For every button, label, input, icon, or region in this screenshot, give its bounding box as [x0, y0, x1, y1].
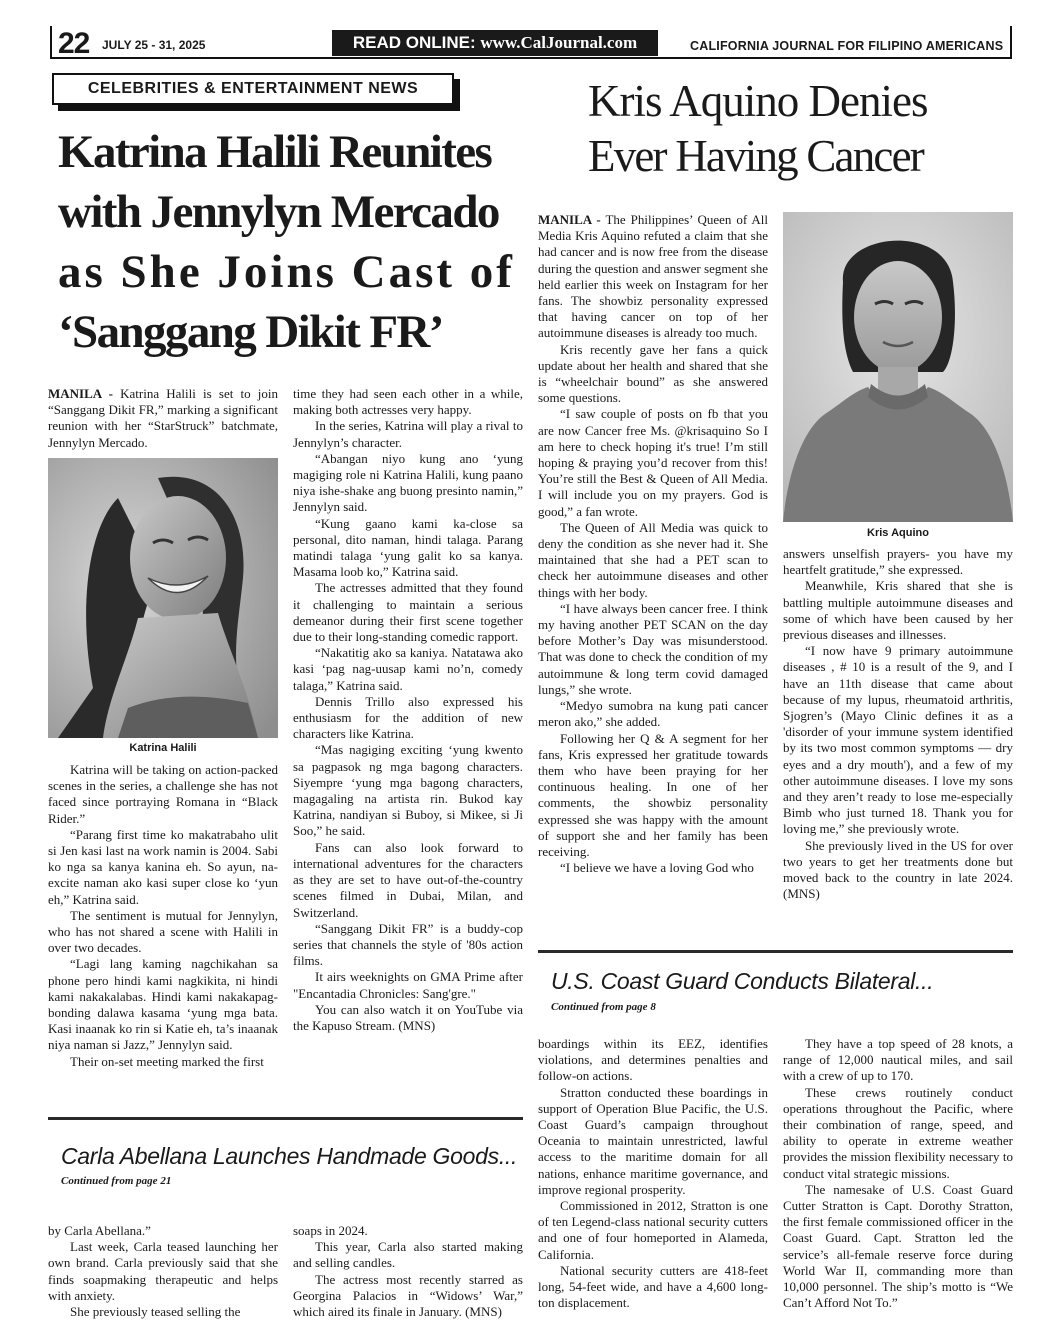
- read-online-banner[interactable]: [332, 30, 658, 56]
- carla-title: Carla Abellana Launches Handmade Goods...: [61, 1143, 518, 1169]
- coast-guard-continued: Continued from page 8: [551, 1001, 656, 1013]
- paragraph: answers unselfish prayers- you have my heartfelt gratitude,” she expressed.: [783, 546, 1013, 578]
- lead-text: The Philippines’ Queen of All Media Kris Aquino refuted a claim that she had cancer and is now free from the disease during the question and answer segment she held earlier this week on Instagram for her fans. The showbiz personality expressed that having cancer on top of her autoimmune diseases is already too much.: [538, 212, 768, 341]
- paragraph: “Kung gaano kami ka-close sa personal, dito naman, hindi talaga. Parang matindi talaga ‘yung galit ko sa kanya. Masama loob ko,” Katrina said.: [293, 515, 523, 580]
- section-divider: [538, 950, 1013, 953]
- carla-continued: Continued from page 21: [61, 1175, 172, 1187]
- paragraph: Dennis Trillo also expressed his enthusiasm for the addition of new characters like Katrina.: [293, 693, 523, 742]
- kris-headline: [588, 74, 1008, 184]
- paragraph: She previously teased selling the: [70, 1304, 241, 1320]
- paragraph: “Medyo sumobra na kung pati cancer meron ako,” she added.: [538, 698, 768, 730]
- section-divider: [48, 1117, 523, 1120]
- read-online-url[interactable]: www.CalJournal.com: [480, 33, 638, 52]
- katrina-lead: [48, 386, 278, 451]
- headline-line: Kris Aquino Denies: [588, 76, 928, 126]
- section-label: CELEBRITIES & ENTERTAINMENT NEWS: [52, 73, 454, 105]
- coast-guard-col2: [783, 1036, 1013, 1311]
- paragraph: The sentiment is mutual for Jennylyn, who has not shared a scene with Halili in over two decades.: [48, 907, 278, 956]
- paragraph: “Parang first time ko makatrabaho ulit si Jen kasi last na work namin is 2004. Sabi ko nga sa kanya kanina eh. So ayun, na-excite naman ako kasi super close ko ‘yun eh,” Katrina said.: [48, 826, 278, 907]
- paragraph: time they had seen each other in a while, making both actresses very happy.: [293, 386, 523, 418]
- paragraph: In the series, Katrina will play a rival to Jennylyn’s character.: [293, 418, 523, 450]
- paragraph: National security cutters are 418-feet long, 54-feet wide, and have a 4,600 long-ton displacement.: [538, 1262, 768, 1311]
- coast-guard-title: U.S. Coast Guard Conducts Bilateral...: [551, 968, 934, 994]
- paragraph: This year, Carla also started making and selling candles.: [293, 1239, 523, 1271]
- page-number: 22: [58, 27, 90, 60]
- kris-photo: [783, 212, 1013, 522]
- paragraph: Kris recently gave her fans a quick update about her health and shared that she is “wheelchair bound” as she answered some questions.: [538, 341, 768, 406]
- dateline: MANILA -: [48, 386, 113, 401]
- paragraph: It airs weeknights on GMA Prime after "Encantadia Chronicles: Sang'gre.": [293, 969, 523, 1001]
- carla-col2: [293, 1223, 523, 1320]
- paragraph: “Mas nagiging exciting ‘yung kwento sa pagpasok ng mga bagong characters. Siyempre ‘yung mga bagong characters, magagaling na artista rin. Bukod kay Katrina, nandiyan si Buboy, si Mikee, si Ji Soo,” he said.: [293, 742, 523, 839]
- paragraph: Commissioned in 2012, Stratton is one of ten Legend-class national security cutters and one of four homeported in Alameda, California.: [538, 1198, 768, 1262]
- paragraph: She previously lived in the US for over two years to get her treatments done but moved back to the country in late 2024. (MNS): [783, 837, 1013, 902]
- headline-line: with Jennylyn Mercado: [58, 186, 499, 238]
- paragraph: boardings within its EEZ, identifies violations, and determines penalties and follow-on actions.: [538, 1036, 768, 1084]
- katrina-col1: [48, 762, 278, 1070]
- paragraph: “Sanggang Dikit FR” is a buddy-cop series that channels the style of '80s action films.: [293, 920, 523, 969]
- paragraph: Last week, Carla teased launching her own brand. Carla previously said that she finds soapmaking therapeutic and helps with anxiety.: [48, 1239, 278, 1303]
- kris-col1: [538, 212, 768, 876]
- read-online-label: READ ONLINE:: [352, 33, 476, 52]
- paragraph: The actress most recently starred as Georgina Palacios in “Widows’ War,” which aired its finale in January. (MNS): [293, 1271, 523, 1320]
- paragraph: Meanwhile, Kris shared that she is battling multiple autoimmune diseases and some of which have been caused by her previous diseases and illnesses.: [783, 578, 1013, 643]
- paragraph: They have a top speed of 28 knots, a range of 12,000 nautical miles, and sail with a crew of up to 170.: [783, 1036, 1013, 1084]
- paragraph: “I saw couple of posts on fb that you are now Cancer free Ms. @krisaquino So I am here to check hoping it's true! I’m still hoping & praying you’d recover from this! You’re still the Best & Queen of All Media. I will include you on my prayers. God is good,” a fan wrote.: [538, 406, 768, 519]
- header-rule: [50, 57, 1012, 59]
- headline-line: Katrina Halili Reunites: [58, 126, 492, 178]
- kris-col2: [783, 546, 1013, 902]
- paragraph: The actresses admitted that they found it challenging to maintain a serious demeanor during their first scene together due to their long-standing comedic rapport.: [293, 580, 523, 645]
- paragraph: Fans can also look forward to international adventures for the characters as they are set to have out-of-the-country scenes filmed in Dubai, Milan, and Switzerland.: [293, 839, 523, 920]
- headline-line: as She Joins Cast of: [58, 246, 515, 298]
- paragraph: “I now have 9 primary autoimmune diseases , # 10 is a result of the 9, and I have an 11th disease that came about because of my lupus, rheumatoid arthritis, Sjogren’s (Mayo Clinic defines it as a 'disorder of your immune system identified by its two most common symptoms — dry eyes and a dry mouth'), and a few of my other autoimmune diseases. I love my sons and they aren’t ready to lose me-especially Bimb who just turned 18. Thank you for loving me,” she previously wrote.: [783, 643, 1013, 837]
- lead-text: Katrina Halili is set to join “Sanggang Dikit FR,” marking a significant reunion with her “StarStruck” batchmate, Jennylyn Mercado.: [48, 386, 278, 450]
- paragraph: These crews routinely conduct operations throughout the Pacific, where their combination of range, speed, and ability to operate in extreme weather provides the mission flexibility necessary to conduct vital strategic missions.: [783, 1084, 1013, 1181]
- paragraph: The Queen of All Media was quick to deny the condition as she never had it. She maintained that she had a PET scan to check her autoimmune diseases and other things with her body.: [538, 519, 768, 600]
- paragraph: soaps in 2024.: [293, 1223, 368, 1238]
- paragraph: You can also watch it on YouTube via the Kapuso Stream. (MNS): [293, 1001, 523, 1033]
- coast-guard-col1: [538, 1036, 768, 1311]
- kris-photo-caption: Kris Aquino: [867, 527, 929, 539]
- paragraph: “Lagi lang kaming nagchikahan sa phone pero hindi kami nagkikita, ni hindi kami nakakalabas. Hindi kami nakakapag-bonding dalawa kasama ‘yung mga bata. Kasi inaanak ko rin si Katie eh, ta’s inaanak niya naman si Jazz,” Jennylyn said.: [48, 956, 278, 1053]
- headline-line: Ever Having Cancer: [588, 131, 923, 181]
- paragraph: “I have always been cancer free. I think my having another PET SCAN on the day before Mother’s Day was misunderstood. That was done to check the condition of my autoimmune & long term covid damaged lungs,” she wrote.: [538, 600, 768, 697]
- headline-line: ‘Sanggang Dikit FR’: [58, 306, 443, 358]
- dateline: MANILA -: [538, 212, 601, 227]
- paragraph: “Abangan niyo kung ano ‘yung magiging role ni Katrina Halili, kung paano niya ishe-shake ang buong presinto namin,” Jennylyn said.: [293, 450, 523, 515]
- publication-name: CALIFORNIA JOURNAL FOR FILIPINO AMERICANS: [690, 39, 1004, 53]
- katrina-headline: [58, 122, 518, 362]
- paragraph: Stratton conducted these boardings in support of Operation Blue Pacific, the U.S. Coast Guard’s campaign throughout Oceania to maintain unrestricted, lawful access to the maritime domain for all nations, enhance maritime governance, and improve regional prosperity.: [538, 1084, 768, 1197]
- paragraph: “I believe we have a loving God who: [560, 860, 754, 876]
- carla-col1: [48, 1223, 278, 1320]
- paragraph: Following her Q & A segment for her fans, Kris expressed her gratitude towards them who have been praying for her continuous healing. In one of her comments, the showbiz personality expressed she was happy with the amount of support she and her family has been receiving.: [538, 730, 768, 859]
- katrina-photo: [48, 458, 278, 738]
- katrina-photo-caption: Katrina Halili: [129, 742, 197, 754]
- paragraph: Katrina will be taking on action-packed scenes in the series, a challenge she has not faced since portraying Romana in “Black Rider.”: [48, 762, 278, 826]
- paragraph: by Carla Abellana.”: [48, 1223, 151, 1238]
- paragraph: “Nakatitig ako sa kaniya. Natatawa ako kasi ‘pag nag-uusap kami no’n, comedy talaga,” Katrina said.: [293, 645, 523, 693]
- paragraph: The namesake of U.S. Coast Guard Cutter Stratton is Capt. Dorothy Stratton, the first female commissioned officer in the Coast Guard. Capt. Stratton led the service’s all-female reserve force during World War II, commanding more than 10,000 personnel. The ship’s motto is “We Can’t Afford Not To.”: [783, 1181, 1013, 1311]
- issue-date: JULY 25 - 31, 2025: [102, 38, 206, 52]
- paragraph: Their on-set meeting marked the first: [70, 1053, 264, 1069]
- katrina-col2: [293, 386, 523, 1034]
